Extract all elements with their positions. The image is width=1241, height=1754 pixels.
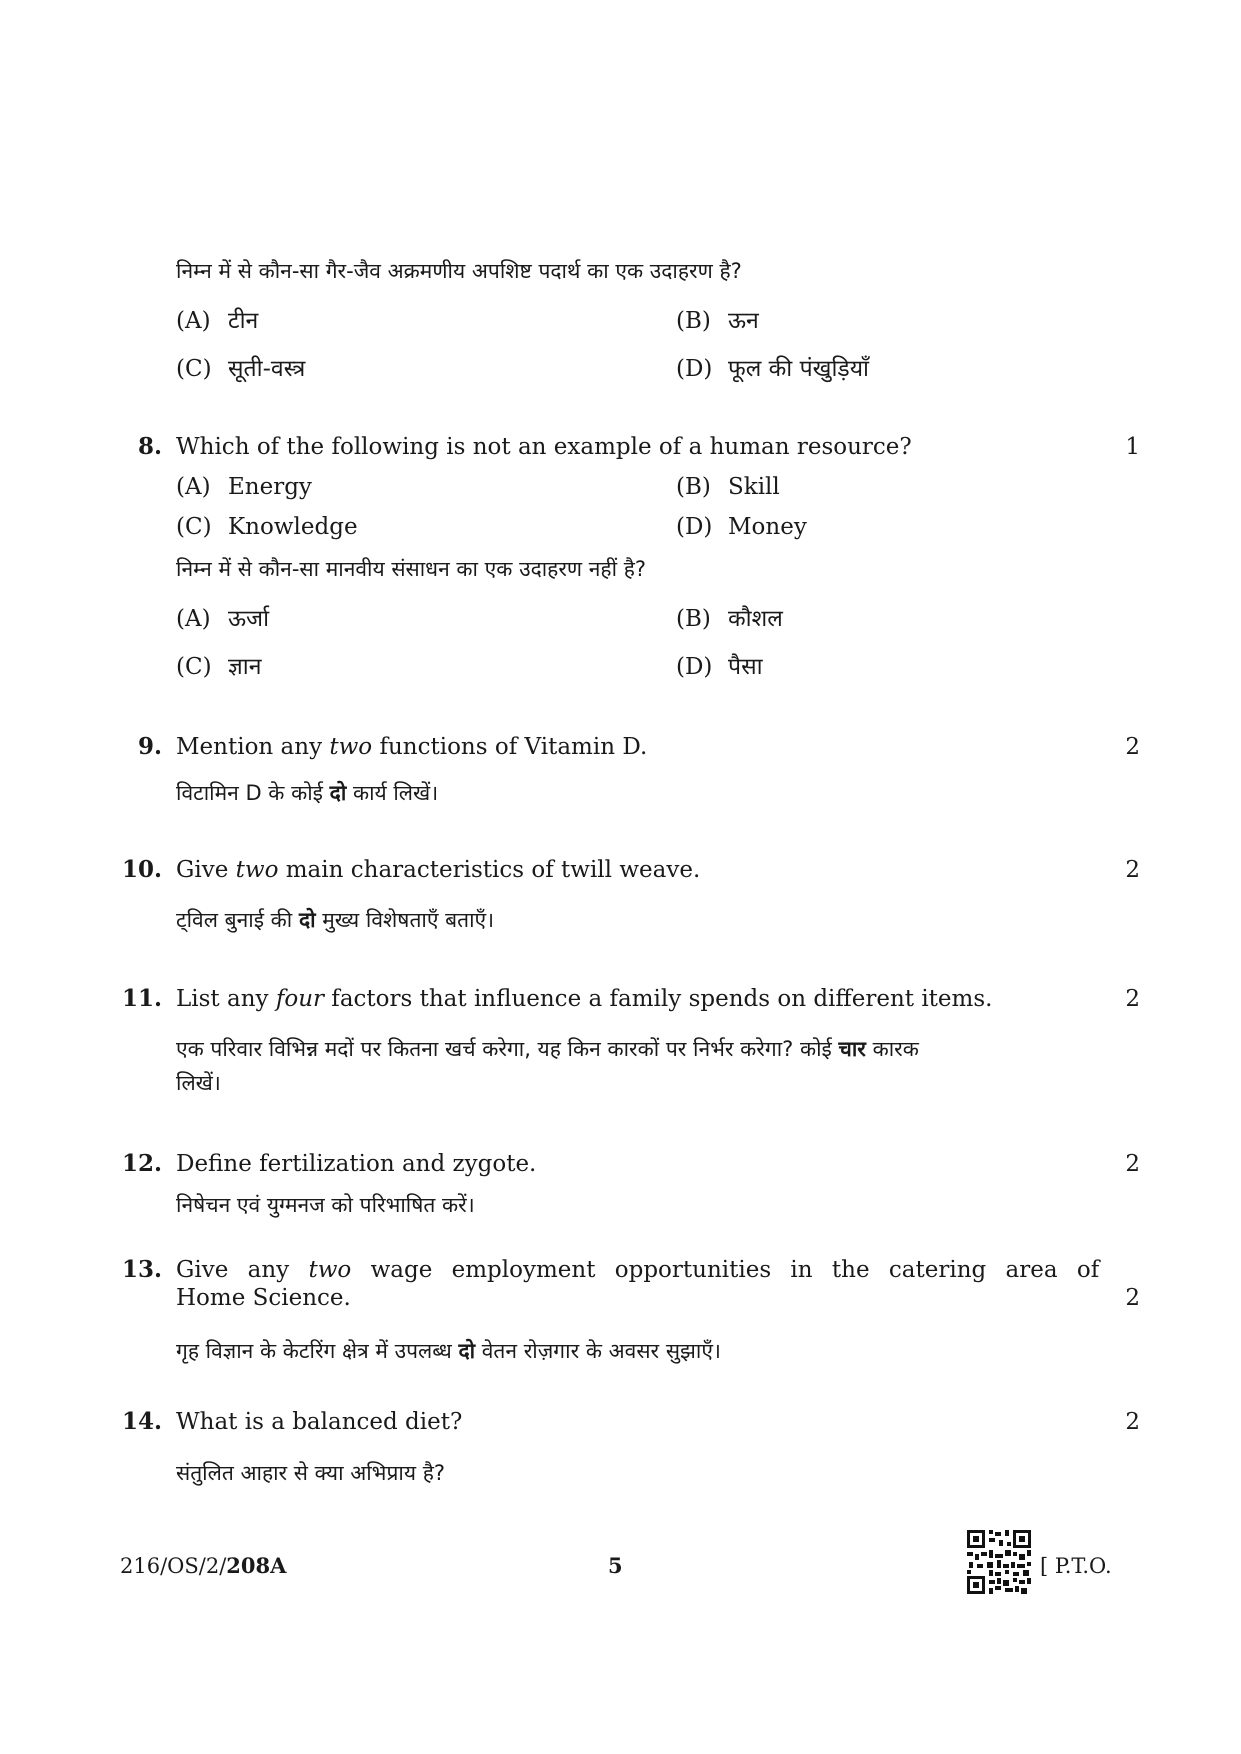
q13-english-stem-line2: Home Science. (176, 1285, 351, 1311)
q7-option-d (676, 354, 869, 384)
q8-hindi-stem: निम्न में से कौन-सा मानवीय संसाधन का एक उदाहरण नहीं है? (176, 557, 646, 581)
option-text: ऊर्जा (228, 606, 270, 632)
option-text: ऊन (728, 308, 759, 334)
q14-marks: 2 (1125, 1409, 1140, 1435)
q8-option-a-en (176, 472, 312, 502)
q11-hindi-stem-line2: लिखें। (176, 1071, 221, 1095)
q8-option-d-en (676, 512, 807, 542)
q11-hindi-stem: एक परिवार विभिन्न मदों पर कितना खर्च करेगा, यह किन कारकों पर निर्भर करेगा? कोई चार कारक (176, 1037, 919, 1061)
option-label: (A) (176, 606, 211, 632)
page-number: 5 (608, 1553, 623, 1578)
q12-hindi-stem: निषेचन एवं युग्मनज को परिभाषित करें। (176, 1193, 475, 1217)
q12-number: 12. (121, 1150, 162, 1177)
option-text: ज्ञान (228, 654, 262, 680)
q8-number: 8. (137, 433, 162, 460)
option-text: टीन (228, 308, 259, 334)
option-label: (B) (676, 606, 711, 632)
option-text: Knowledge (228, 514, 358, 540)
q7-option-a (176, 306, 258, 336)
paper-code: 216/OS/2/208A (120, 1553, 287, 1578)
option-text: Skill (728, 474, 780, 500)
q8-marks: 1 (1125, 434, 1140, 460)
q12-english-stem: Define fertilization and zygote. (176, 1151, 537, 1177)
q9-marks: 2 (1125, 734, 1140, 760)
option-label: (B) (676, 308, 711, 334)
option-label: (D) (676, 356, 713, 382)
option-label: (C) (176, 654, 212, 680)
option-label: (C) (176, 356, 212, 382)
q9-english-stem: Mention any two functions of Vitamin D. (176, 734, 648, 760)
q8-option-d-hi (676, 652, 763, 682)
q7-option-c (176, 354, 305, 384)
option-text: Energy (228, 474, 312, 500)
q10-marks: 2 (1125, 857, 1140, 883)
option-label: (D) (676, 654, 713, 680)
option-text: सूती-वस्त्र (228, 356, 306, 382)
q14-hindi-stem: संतुलित आहार से क्या अभिप्राय है? (176, 1461, 445, 1485)
q8-english-stem: Which of the following is not an example of a human resource? (176, 434, 912, 460)
q11-marks: 2 (1125, 986, 1140, 1012)
option-text: पैसा (728, 654, 763, 680)
q8-option-b-hi (676, 604, 783, 634)
q13-marks: 2 (1125, 1285, 1140, 1311)
q8-option-b-en (676, 472, 780, 502)
option-label: (A) (176, 474, 211, 500)
option-label: (A) (176, 308, 211, 334)
q12-marks: 2 (1125, 1151, 1140, 1177)
option-text: कौशल (728, 606, 783, 632)
option-text: फूल की पंखुड़ियाँ (728, 356, 870, 382)
option-label: (B) (676, 474, 711, 500)
q8-option-c-hi (176, 652, 261, 682)
q9-hindi-stem: विटामिन D के कोई दो कार्य लिखें। (176, 781, 439, 805)
qr-code-icon (967, 1530, 1031, 1594)
q7-hindi-stem: निम्न में से कौन-सा गैर-जैव अक्रमणीय अपशिष्ट पदार्थ का एक उदाहरण है? (176, 259, 742, 283)
pto-text: [ P.T.O. (1040, 1554, 1112, 1578)
q9-number: 9. (137, 733, 162, 760)
q8-option-a-hi (176, 604, 269, 634)
option-label: (C) (176, 514, 212, 540)
q11-english-stem: List any four factors that influence a family spends on different items. (176, 986, 993, 1012)
q10-number: 10. (121, 856, 162, 883)
q13-number: 13. (121, 1256, 162, 1283)
q7-option-b (676, 306, 759, 336)
q14-english-stem: What is a balanced diet? (176, 1409, 463, 1435)
q13-english-stem: Give any two wage employment opportunities in the catering area of (176, 1257, 1100, 1283)
q11-number: 11. (121, 985, 162, 1012)
option-label: (D) (676, 514, 713, 540)
q10-hindi-stem: ट्विल बुनाई की दो मुख्य विशेषताएँ बताएँ। (176, 908, 495, 932)
option-text: Money (728, 514, 807, 540)
q10-english-stem: Give two main characteristics of twill weave. (176, 857, 701, 883)
q14-number: 14. (121, 1408, 162, 1435)
q13-hindi-stem: गृह विज्ञान के केटरिंग क्षेत्र में उपलब्ध दो वेतन रोज़गार के अवसर सुझाएँ। (176, 1339, 721, 1363)
q8-option-c-en (176, 512, 358, 542)
